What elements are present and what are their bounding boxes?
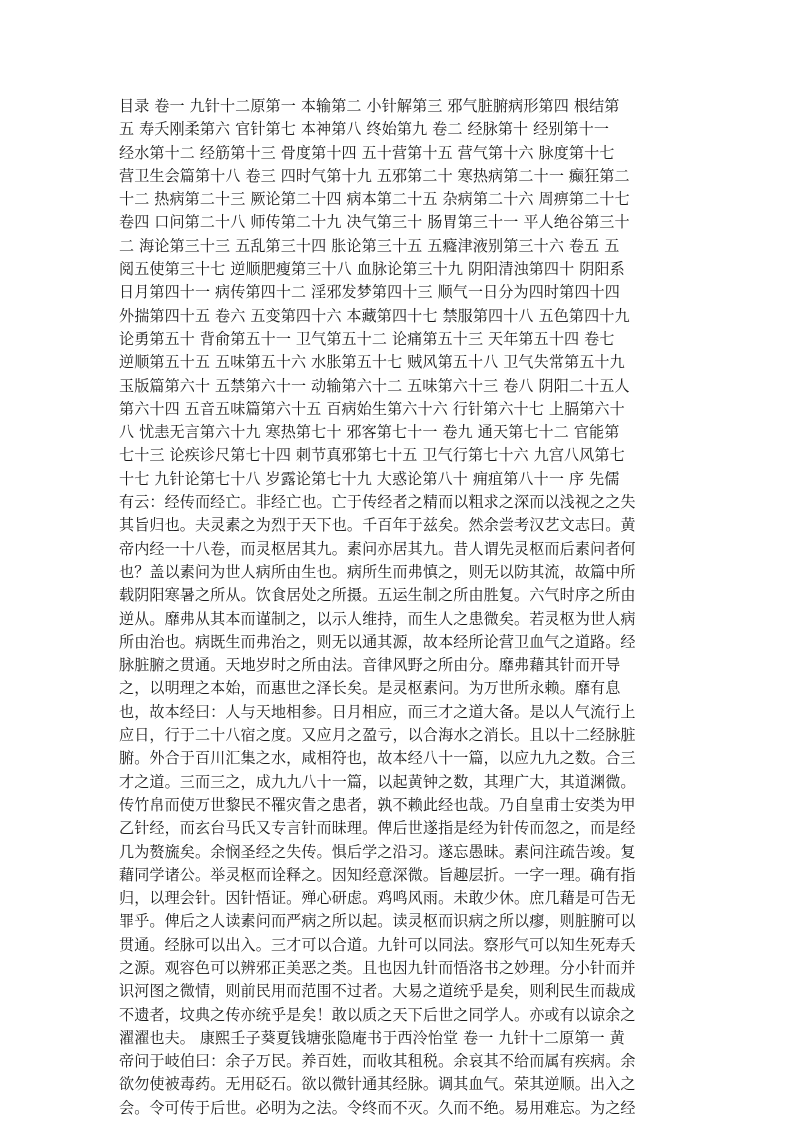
text-line: 五 寿夭刚柔第六 官针第七 本神第八 终始第九 卷二 经脉第十 经别第十一 [119,120,610,139]
text-line: 八 忧恚无言第六十九 寒热第七十 邪客第七十一 卷九 通天第七十二 官能第 [119,423,620,442]
text-line: 经水第十二 经筋第十三 骨度第十四 五十营第十五 营气第十六 脉度第十七 [119,143,615,162]
text-line: 玉版篇第六十 五禁第六十一 动输第六十二 五味第六十三 卷八 阴阳二十五人 [119,376,630,395]
text-line: 濯濯也夫。 康熙壬子葵夏钱塘张隐庵书于西泠怡堂 卷一 九针十二原第一 黄 [119,1028,625,1047]
text-line: 罪乎。俾后之人读素问而严病之所以起。读灵枢而识病之所以瘳，则脏腑可以 [119,912,636,931]
text-line: 日月第四十一 病传第四十二 淫邪发梦第四十三 顺气一日分为四时第四十四 [119,283,620,302]
text-line: 有云：经传而经亡。非经亡也。亡于传经者之精而以粗求之深而以浅视之之失 [119,493,636,512]
text-line: 贯通。经脉可以出入。三才可以合道。九针可以同法。察形气可以知生死寿夭 [119,935,636,954]
text-line: 所由治也。病既生而弗治之，则无以通其源，故本经所论营卫血气之道路。经 [119,632,636,651]
text-line: 营卫生会篇第十八 卷三 四时气第十九 五邪第二十 寒热病第二十一 癫狂第二 [119,166,630,185]
text-line: 目录 卷一 九针十二原第一 本输第二 小针解第三 邪气脏腑病形第四 根结第 [119,97,620,115]
text-line: 第六十四 五音五味篇第六十五 百病始生第六十六 行针第六十七 上膈第六十 [119,399,625,418]
text-line: 腑。外合于百川汇集之水，咸相符也，故本经八十一篇，以应九九之数。合三 [119,749,636,768]
document-body [119,95,679,1120]
text-line: 识河图之微情，则前民用而范围不过者。大易之道统乎是矣，则利民生而裁成 [119,982,636,1001]
text-line: 几为赘旒矣。余悯圣经之失传。惧后学之沿习。遂忘愚昧。素问注疏告竣。复 [119,842,636,861]
text-line: 会。令可传于后世。必明为之法。令终而不灭。久而不绝。易用难忘。为之经 [119,1098,636,1117]
text-line: 二 海论第三十三 五乱第三十四 胀论第三十五 五癃津液别第三十六 卷五 五 [119,236,620,255]
text-line: 归，以理会针。因针悟证。殚心研虑。鸡鸣风雨。未敢少休。庶几藉是可告无 [119,889,636,908]
text-line: 才之道。三而三之，成九九八十一篇，以起黄钟之数，其理广大，其道渊微。 [119,772,636,791]
text-line: 逆从。靡弗从其本而谨制之，以示人维持，而生人之患微矣。若灵枢为世人病 [119,609,636,628]
text-line: 也？盖以素问为世人病所由生也。病所生而弗慎之，则无以防其流，故篇中所 [119,562,636,581]
text-line: 应日，行于二十八宿之度。又应月之盈亏，以合海水之消长。且以十二经脉脏 [119,726,636,745]
text-line: 载阴阳寒暑之所从。饮食居处之所摄。五运生制之所由胜复。六气时序之所由 [119,586,636,605]
text-line: 阅五使第三十七 逆顺肥瘦第三十八 血脉论第三十九 阴阳清浊第四十 阴阳系 [119,260,625,279]
text-line: 之，以明理之本始，而惠世之泽长矣。是灵枢素问。为万世所永赖。靡有息 [119,679,621,698]
text-line: 也，故本经曰：人与天地相参。日月相应，而三才之道大备。是以人气流行上 [119,702,636,721]
text-line: 帝内经一十八卷，而灵枢居其九。素问亦居其九。昔人谓先灵枢而后素问者何 [119,539,636,558]
text-line: 卷四 口问第二十八 师传第二十九 决气第三十 肠胃第三十一 平人绝谷第三十 [119,213,630,232]
text-line: 十七 九针论第七十八 岁露论第七十九 大惑论第八十 痈疽第八十一 序 先儒 [119,469,620,488]
text-line: 外揣第四十五 卷六 五变第四十六 本藏第四十七 禁服第四十八 五色第四十九 [119,306,630,325]
text-line: 传竹帛而使万世黎民不罹灾眚之患者，孰不赖此经也哉。乃自皇甫士安类为甲 [119,795,636,814]
text-line: 帝问于岐伯曰：余子万民。养百姓，而收其租税。余哀其不给而属有疾病。余 [119,1052,636,1071]
text-line: 七十三 论疾诊尺第七十四 刺节真邪第七十五 卫气行第七十六 九宫八风第七 [119,446,625,465]
text-line: 不遗者，坟典之传亦统乎是矣！敢以质之天下后世之同学人。亦或有以谅余之 [119,1005,636,1024]
text-line: 十二 热病第二十三 厥论第二十四 病本第二十五 杂病第二十六 周痹第二十七 [119,190,630,209]
text-line: 逆顺第五十五 五味第五十六 水胀第五十七 贼风第五十八 卫气失常第五十九 [119,353,625,372]
text-line: 乙针经，而玄台马氏又专言针而昧理。俾后世遂指是经为针传而忽之，而是经 [119,819,636,838]
text-line: 脉脏腑之贯通。天地岁时之所由法。音律风野之所由分。靡弗藉其针而开导 [119,656,621,675]
text-line: 藉同学诸公。举灵枢而诠释之。因知经意深微。旨趣层折。一字一理。确有指 [119,865,636,884]
text-line: 其旨归也。夫灵素之为烈于天下也。千百年于兹矣。然余尝考汉艺文志曰。黄 [119,516,636,535]
text-line: 论勇第五十 背俞第五十一 卫气第五十二 论痛第五十三 天年第五十四 卷七 [119,329,615,348]
text-line: 之源。观容色可以辨邪正美恶之类。且也因九针而悟洛书之妙理。分小针而并 [119,958,636,977]
text-line: 欲勿使被毒药。无用砭石。欲以微针通其经脉。调其血气。荣其逆顺。出入之 [119,1075,636,1094]
